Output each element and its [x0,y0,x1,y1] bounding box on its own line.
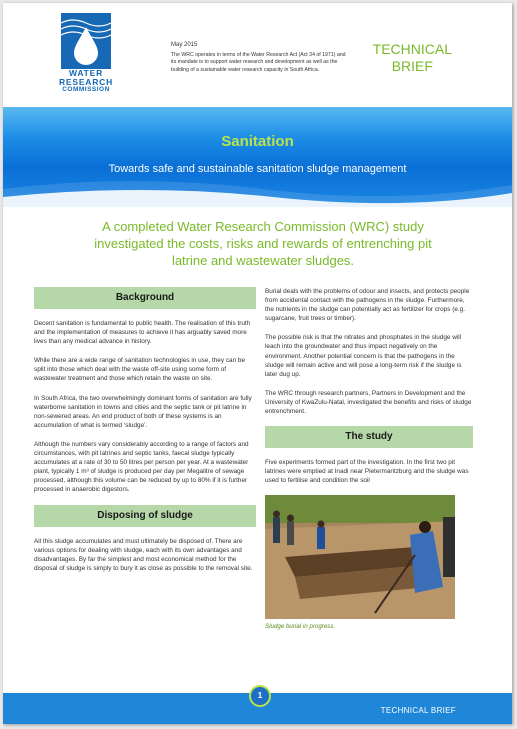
technical-brief-label [373,41,452,75]
banner-subtitle: Towards safe and sustainable sanitation sludge management [108,163,407,175]
publication-date: May 2015 [171,42,198,48]
brief-line-1: TECHNICAL [372,41,452,57]
logo-text [51,69,121,94]
wrc-description: The WRC operates in terms of the Water Research Act (Act 34 of 1971) and its mandate is to support water research and development as well as the building of a sustainable water research capacity in South Africa. [171,51,346,73]
intro-statement: A completed Water Research Commission (WRC) study investigated the costs, risks and rewards of entrenching pit latrine and wastewater sludges. [94,219,432,268]
document-page [3,3,512,724]
header-meta [171,41,351,74]
study-paragraph: Five experiments formed part of the investigation. In the first two pit latrines were emptied at Inadi near Pietermaritzburg and the sludge was used to fertilise and condition the soil [265,459,469,485]
left-column [34,287,256,583]
sludge-burial-photo [265,495,455,619]
page-number: 1 [249,685,271,707]
background-paragraph: In South Africa, the two overwhelmingly dominant forms of sanitation are fully waterborne sanitation in towns and cities and the septic tank or pit latrine in non-sewered areas. An end product of both of these systems is an accumulation of what is termed ‘sludge’. [34,394,252,429]
background-paragraph: Although the numbers vary considerably according to a range of factors and circumstances, with pit latrines and septic tanks, faecal sludge typically accumulates at a rate of 30 to 50 litres per person per year. At a wastewater plant, typically 1 m³ of sludge is produced per day per Megalitre of sewage processed, although this volume can be reduced by up to 80% if it is further processed in anaerobic digestors. [34,440,249,494]
title-banner [3,107,512,207]
risk-paragraph: The possible risk is that the nitrates and phosphates in the sludge will leach into the groundwater and thus impact negatively on the environment. Another potential concern is that the pathogens in the sludge will remain active and will pose a long-term risk if the sludge is later dug up. [265,334,462,378]
wrc-logo-icon [61,13,111,69]
disposing-paragraph: All this sludge accumulates and must ultimately be disposed of. There are various options for dealing with sludge, each with its own advantages and disadvantages. By far the simplest and most economical method for the disposal of sludge is simply to bury it as close as possible to the removal site. [34,537,253,572]
brief-line-2: BRIEF [391,57,433,74]
background-paragraph: Decent sanitation is fundamental to public health. The realisation of this truth and the implementation of measures to achieve it has arguably saved more lives than any medical advance in history. [34,320,251,346]
background-paragraph: While there are a wide range of sanitation technologies in use, they can be split into those which deal with the waste off-site using some form of wastewater treatment and those which retain the waste on site. [34,357,246,383]
section-heading-background: Background [34,287,256,309]
footer-label: TECHNICAL BRIEF [380,706,456,715]
banner-title: Sanitation [221,133,294,150]
photo-caption: Sludge burial in progress. [265,623,336,631]
partners-paragraph: The WRC through research partners, Partners in Development and the University of KwaZulu-Natal, investigated the benefits and risks of sludge entrenchment. [265,389,472,416]
logo-line-3: COMMISSION [62,85,110,93]
logo-line-1: WATER [68,68,104,78]
header [3,3,512,107]
burial-paragraph: Burial deals with the problems of odour and insects, and protects people from accidental contact with the pathogens in the sludge. Furthermore, the nutrients in the sludge can potentially act as fertilizer for crops (e.g. sugarcane, fruit trees or timber). [265,288,470,323]
logo-line-2: RESEARCH [58,76,114,87]
section-heading-disposing: Disposing of sludge [34,505,256,527]
right-column [265,287,473,630]
photo-illustration [265,495,455,619]
section-heading-study: The study [265,426,473,448]
